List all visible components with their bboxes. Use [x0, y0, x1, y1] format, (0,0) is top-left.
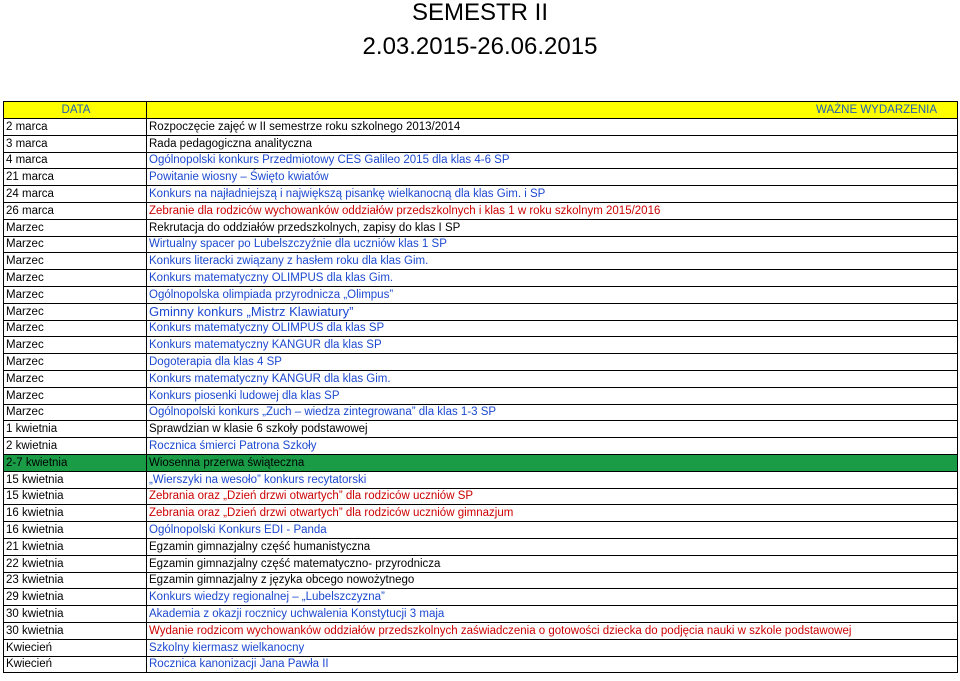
row-date: 2 marca — [4, 119, 147, 136]
row-date: Marzec — [4, 354, 147, 371]
table-row — [4, 135, 958, 152]
row-event: Akademia z okazji rocznicy uchwalenia Konstytucji 3 maja — [147, 606, 958, 623]
row-date: 21 kwietnia — [4, 538, 147, 555]
row-date: Marzec — [4, 253, 147, 270]
events-table — [3, 101, 958, 673]
row-date: 1 kwietnia — [4, 421, 147, 438]
row-event: Dogoterapia dla klas 4 SP — [147, 354, 958, 371]
row-event: Konkurs matematyczny OLIMPUS dla klas SP — [147, 320, 958, 337]
row-date: 2 kwietnia — [4, 438, 147, 455]
row-date: 23 kwietnia — [4, 572, 147, 589]
row-date: Marzec — [4, 236, 147, 253]
row-date: Marzec — [4, 286, 147, 303]
row-event: Sprawdzian w klasie 6 szkoły podstawowej — [147, 421, 958, 438]
row-date: 16 kwietnia — [4, 505, 147, 522]
table-row — [4, 202, 958, 219]
row-event: Zebrania oraz „Dzień drzwi otwartych” dla rodziców uczniów gimnazjum — [147, 505, 958, 522]
row-date: Kwiecień — [4, 656, 147, 673]
row-date: Marzec — [4, 370, 147, 387]
table-row — [4, 522, 958, 539]
row-date: 15 kwietnia — [4, 488, 147, 505]
table-row — [4, 169, 958, 186]
row-event: Egzamin gimnazjalny z języka obcego nowożytnego — [147, 572, 958, 589]
row-event: Egzamin gimnazjalny część matematyczno- przyrodnicza — [147, 555, 958, 572]
table-row — [4, 253, 958, 270]
table-row — [4, 606, 958, 623]
row-event: Rekrutacja do oddziałów przedszkolnych, zapisy do klas I SP — [147, 219, 958, 236]
table-row — [4, 454, 958, 471]
row-date: 29 kwietnia — [4, 589, 147, 606]
table-row — [4, 538, 958, 555]
row-date: 22 kwietnia — [4, 555, 147, 572]
row-date: Marzec — [4, 320, 147, 337]
row-date: Kwiecień — [4, 639, 147, 656]
table-row — [4, 639, 958, 656]
row-date: 2-7 kwietnia — [4, 454, 147, 471]
table-row — [4, 219, 958, 236]
row-event: Konkurs matematyczny OLIMPUS dla klas Gim. — [147, 270, 958, 287]
row-date: 24 marca — [4, 186, 147, 203]
table-header-row — [4, 102, 958, 119]
table-row — [4, 152, 958, 169]
table-row — [4, 387, 958, 404]
row-event: Ogólnopolski konkurs „Zuch – wiedza zintegrowana” dla klas 1-3 SP — [147, 404, 958, 421]
table-row — [4, 337, 958, 354]
table-row — [4, 186, 958, 203]
row-date: 16 kwietnia — [4, 522, 147, 539]
row-event: Konkurs literacki związany z hasłem roku dla klas Gim. — [147, 253, 958, 270]
table-row — [4, 303, 958, 320]
table-row — [4, 119, 958, 136]
row-date: Marzec — [4, 387, 147, 404]
table-row — [4, 488, 958, 505]
row-date: 30 kwietnia — [4, 622, 147, 639]
table-row — [4, 286, 958, 303]
row-date: Marzec — [4, 219, 147, 236]
row-event: Konkurs na najładniejszą i największą pisankę wielkanocną dla klas Gim. i SP — [147, 186, 958, 203]
header-date: DATA — [4, 102, 147, 119]
row-event: Gminny konkurs „Mistrz Klawiatury” — [147, 303, 958, 320]
row-event: Konkurs piosenki ludowej dla klas SP — [147, 387, 958, 404]
row-event: Konkurs wiedzy regionalnej – „Lubelszczyzna” — [147, 589, 958, 606]
row-event: Rocznica śmierci Patrona Szkoły — [147, 438, 958, 455]
table-row — [4, 236, 958, 253]
row-event: Rocznica kanonizacji Jana Pawła II — [147, 656, 958, 673]
row-event: Rada pedagogiczna analityczna — [147, 135, 958, 152]
row-event: Ogólnopolski Konkurs EDI - Panda — [147, 522, 958, 539]
row-date: 3 marca — [4, 135, 147, 152]
table-row — [4, 320, 958, 337]
table-row — [4, 589, 958, 606]
table-row — [4, 404, 958, 421]
row-event: Egzamin gimnazjalny część humanistyczna — [147, 538, 958, 555]
table-row — [4, 421, 958, 438]
row-event: „Wierszyki na wesoło” konkurs recytatorski — [147, 471, 958, 488]
row-event: Zebrania oraz „Dzień drzwi otwartych” dla rodziców uczniów SP — [147, 488, 958, 505]
row-date: Marzec — [4, 337, 147, 354]
row-date: 4 marca — [4, 152, 147, 169]
row-date: 26 marca — [4, 202, 147, 219]
row-event: Ogólnopolski konkurs Przedmiotowy CES Galileo 2015 dla klas 4-6 SP — [147, 152, 958, 169]
table-row — [4, 622, 958, 639]
row-event: Szkolny kiermasz wielkanocny — [147, 639, 958, 656]
row-date: 21 marca — [4, 169, 147, 186]
row-date: 30 kwietnia — [4, 606, 147, 623]
table-row — [4, 370, 958, 387]
row-event: Wydanie rodzicom wychowanków oddziałów przedszkolnych zaświadczenia o gotowości dziecka do podjęcia nauki w szkole podstawowej — [147, 622, 958, 639]
row-event: Zebranie dla rodziców wychowanków oddziałów przedszkolnych i klas 1 w roku szkolnym 2015/2016 — [147, 202, 958, 219]
row-event: Konkurs matematyczny KANGUR dla klas Gim. — [147, 370, 958, 387]
row-event: Powitanie wiosny – Święto kwiatów — [147, 169, 958, 186]
row-date: Marzec — [4, 404, 147, 421]
table-row — [4, 656, 958, 673]
table-row — [4, 471, 958, 488]
page-title: SEMESTR II — [411, 0, 549, 26]
page-subtitle: 2.03.2015-26.06.2015 — [362, 33, 598, 60]
table-row — [4, 438, 958, 455]
header-event: WAŻNE WYDARZENIA — [147, 102, 958, 119]
row-event: Ogólnopolska olimpiada przyrodnicza „Olimpus” — [147, 286, 958, 303]
row-event: Wirtualny spacer po Lubelszczyźnie dla uczniów klas 1 SP — [147, 236, 958, 253]
row-date: 15 kwietnia — [4, 471, 147, 488]
row-event: Konkurs matematyczny KANGUR dla klas SP — [147, 337, 958, 354]
table-row — [4, 555, 958, 572]
row-date: Marzec — [4, 303, 147, 320]
row-event: Wiosenna przerwa świąteczna — [147, 454, 958, 471]
table-row — [4, 270, 958, 287]
table-row — [4, 354, 958, 371]
row-date: Marzec — [4, 270, 147, 287]
table-row — [4, 505, 958, 522]
row-event: Rozpoczęcie zajęć w II semestrze roku szkolnego 2013/2014 — [147, 119, 958, 136]
table-row — [4, 572, 958, 589]
